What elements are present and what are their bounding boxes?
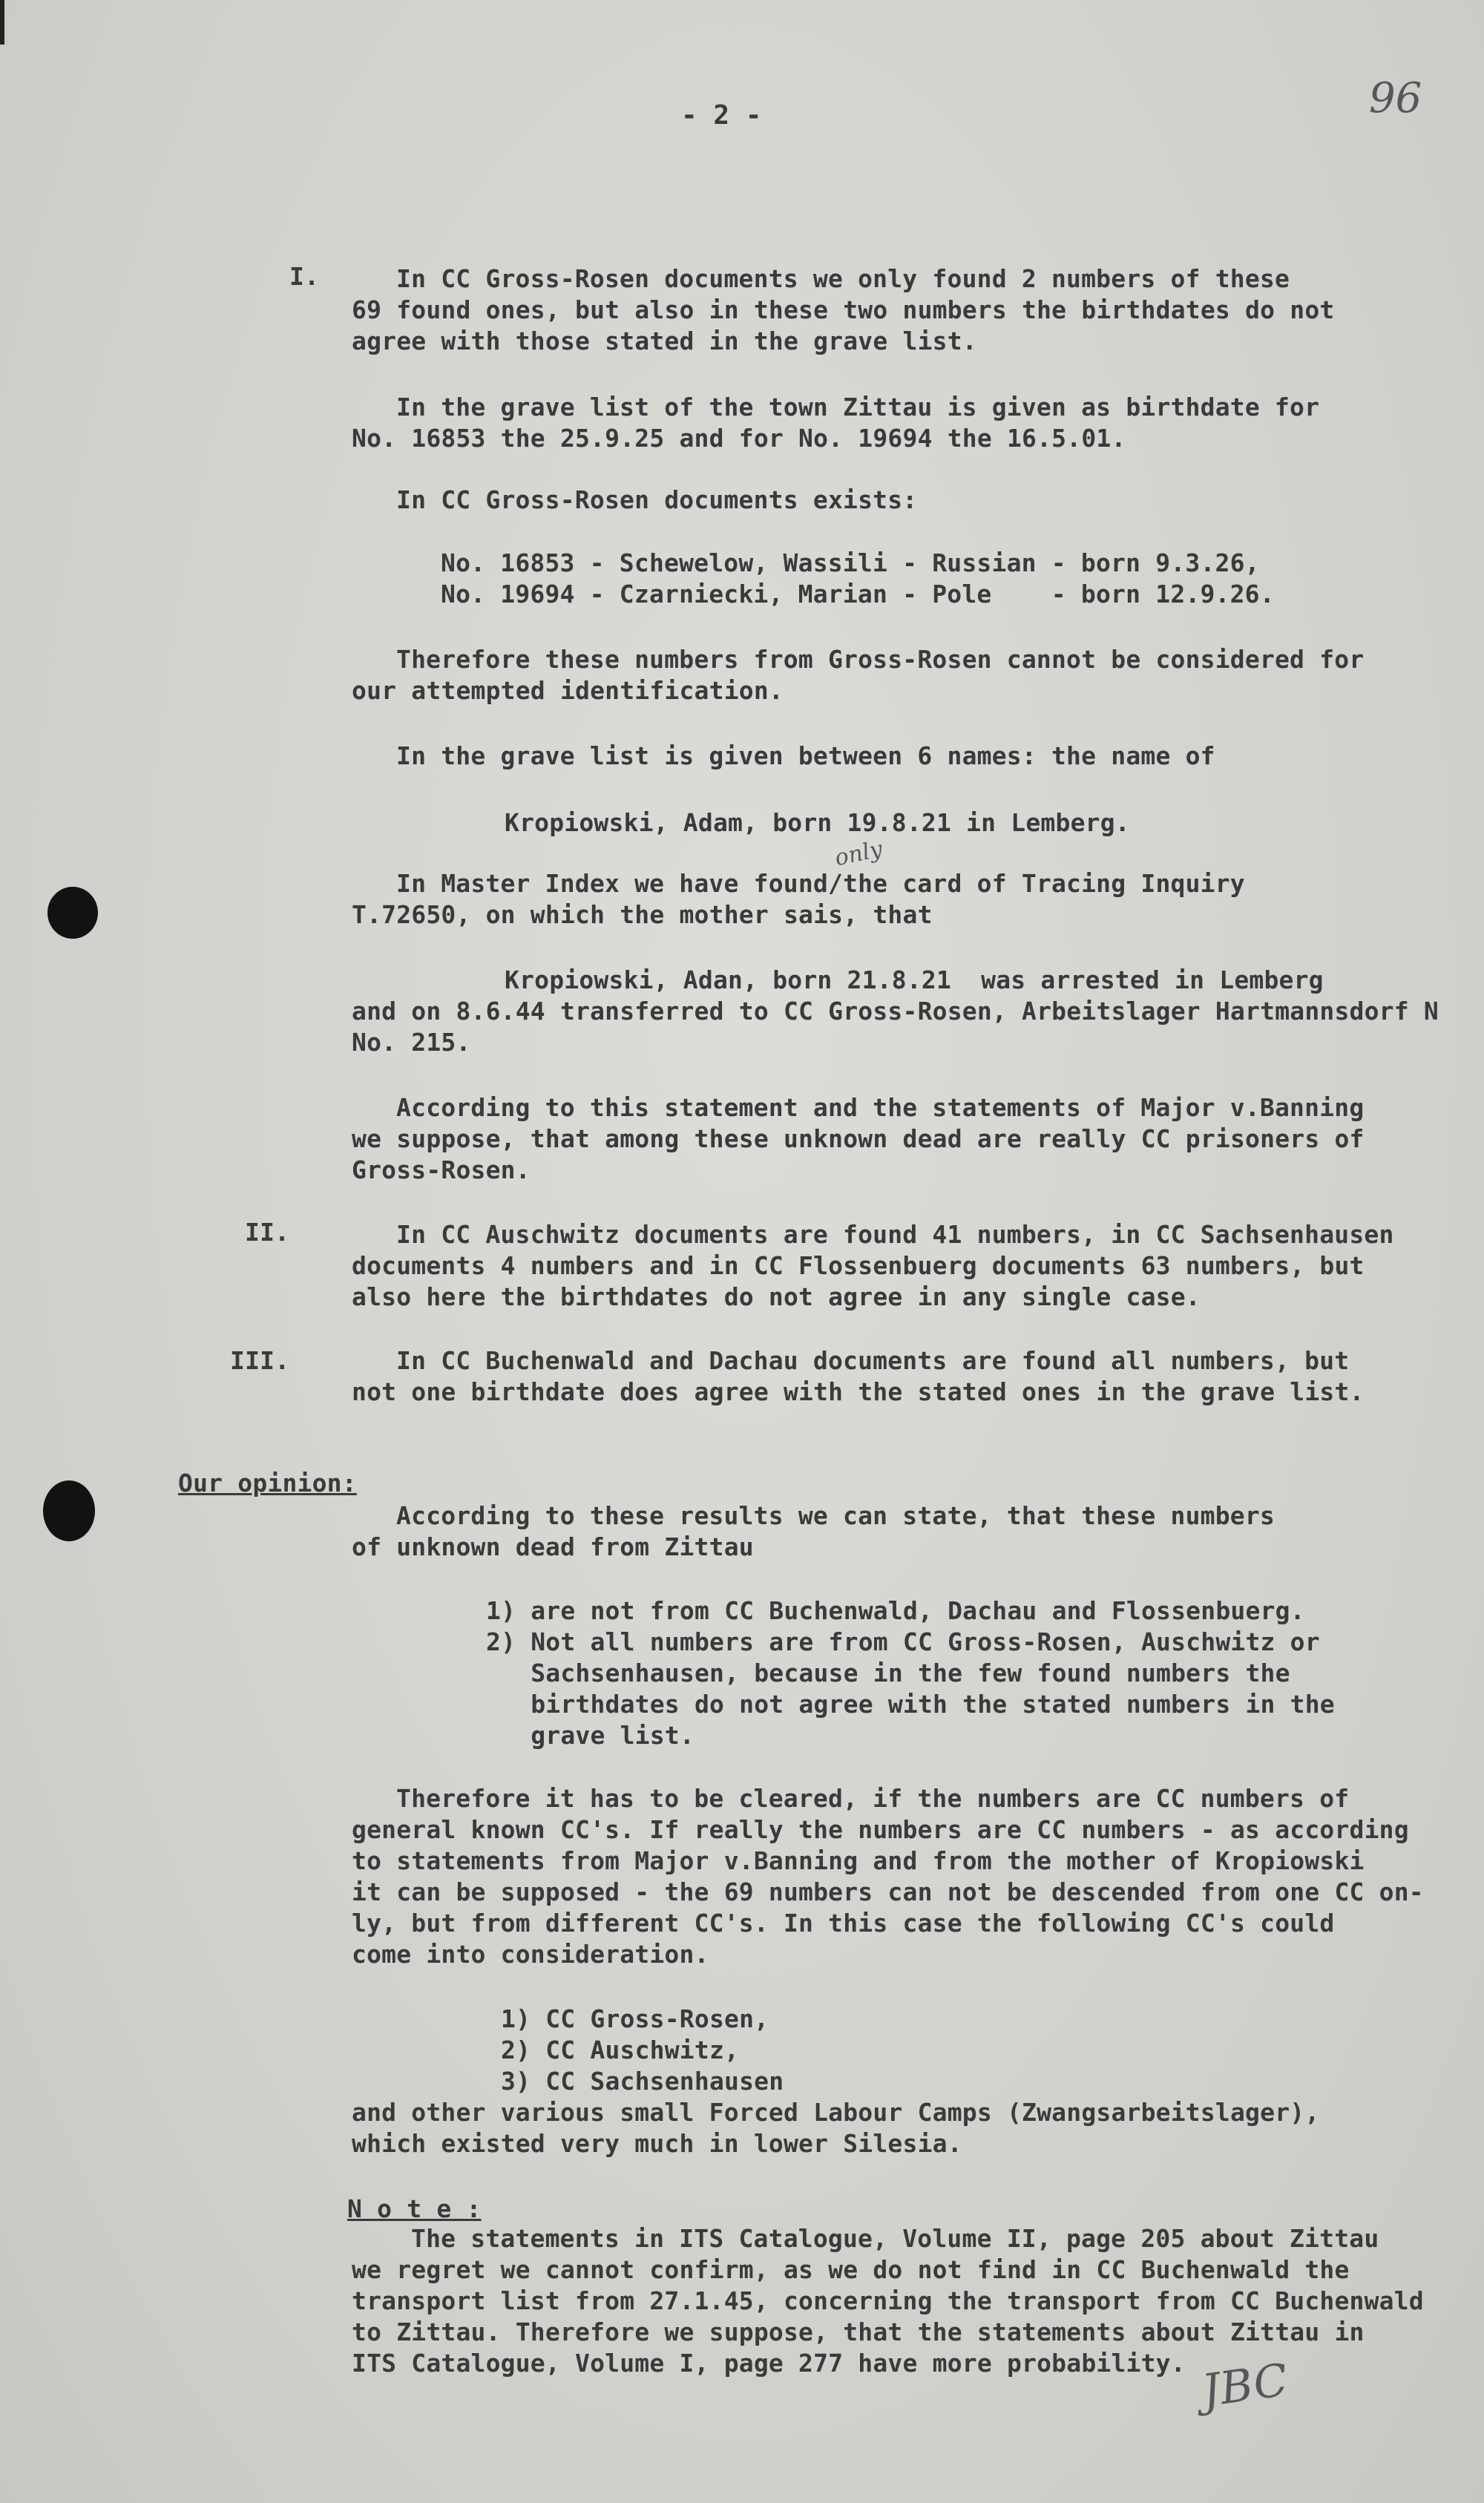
section-II-line: also here the birthdates do not agree in any single case.	[352, 1282, 1201, 1311]
note-line: to Zittau. Therefore we suppose, that the statements about Zittau in	[352, 2317, 1365, 2346]
handwritten-only-annotation: only	[832, 836, 885, 872]
opinion-point: 1) are not from CC Buchenwald, Dachau and Flossenbuerg.	[486, 1596, 1305, 1625]
exists-line: In CC Gross-Rosen documents exists:	[396, 485, 918, 514]
opinion-heading: Our opinion:	[178, 1469, 357, 1497]
opinion-point: grave list.	[486, 1721, 695, 1750]
section-II-line: In CC Auschwitz documents are found 41 numbers, in CC Sachsenhausen	[396, 1220, 1394, 1249]
kropiowski-line: Kropiowski, Adam, born 19.8.21 in Lemberg.	[505, 808, 1130, 837]
cleared-line: come into consideration.	[352, 1940, 709, 1969]
cleared-line: to statements from Major v.Banning and from the mother of Kropiowski	[352, 1846, 1365, 1875]
note-line: The statements in ITS Catalogue, Volume II, page 205 about Zittau	[411, 2224, 1379, 2253]
section-II-line: documents 4 numbers and in CC Flossenbuerg documents 63 numbers, but	[352, 1251, 1365, 1280]
cleared-line: general known CC's. If really the numbers are CC numbers - as according	[352, 1815, 1409, 1844]
names-line: In the grave list is given between 6 names: the name of	[396, 741, 1215, 770]
record-line: No. 19694 - Czarniecki, Marian - Pole - born 12.9.26.	[441, 580, 1275, 608]
punch-hole	[43, 1480, 95, 1541]
note-line: we regret we cannot confirm, as we do not find in CC Buchenwald the	[352, 2255, 1350, 2284]
opinion-intro-line: According to these results we can state, that these numbers	[396, 1501, 1275, 1530]
camps-line: and other various small Forced Labour Camps (Zwangsarbeitslager),	[352, 2098, 1320, 2127]
cc-list-item: 3) CC Sachsenhausen	[501, 2067, 784, 2096]
punch-hole	[47, 887, 98, 939]
camps-line: which existed very much in lower Silesia.	[352, 2129, 962, 2158]
section-III-line: In CC Buchenwald and Dachau documents are found all numbers, but	[396, 1346, 1350, 1375]
cleared-line: ly, but from different CC's. In this case the following CC's could	[352, 1909, 1335, 1938]
note-line: transport list from 27.1.45, concerning the transport from CC Buchenwald	[352, 2286, 1424, 2315]
section-I-numeral: I.	[289, 262, 320, 291]
statement-line: we suppose, that among these unknown dead are really CC prisoners of	[352, 1124, 1365, 1153]
note-line: ITS Catalogue, Volume I, page 277 have more probability.	[352, 2349, 1186, 2378]
section-I-line: 69 found ones, but also in these two numbers the birthdates do not	[352, 295, 1335, 324]
section-I-line: In CC Gross-Rosen documents we only found 2 numbers of these	[396, 264, 1290, 293]
therefore-line: Therefore these numbers from Gross-Rosen cannot be considered for	[396, 645, 1365, 674]
page-edge-mark	[0, 0, 4, 45]
opinion-intro-line: of unknown dead from Zittau	[352, 1532, 754, 1561]
cc-list-item: 1) CC Gross-Rosen,	[501, 2004, 769, 2033]
section-III-line: not one birthdate does agree with the stated ones in the grave list.	[352, 1377, 1365, 1406]
opinion-point: 2) Not all numbers are from CC Gross-Rosen, Auschwitz or	[486, 1627, 1320, 1656]
statement-line: Gross-Rosen.	[352, 1155, 531, 1184]
handwritten-initials: JBC	[1198, 2354, 1292, 2418]
cleared-line: Therefore it has to be cleared, if the numbers are CC numbers of	[396, 1784, 1350, 1813]
arrest-line: and on 8.6.44 transferred to CC Gross-Rosen, Arbeitslager Hartmannsdorf N	[352, 997, 1439, 1026]
grave-list-line: In the grave list of the town Zittau is given as birthdate for	[396, 393, 1320, 421]
folio-number: 96	[1369, 74, 1422, 122]
master-index-line: T.72650, on which the mother sais, that	[352, 900, 933, 929]
section-III-numeral: III.	[230, 1346, 290, 1375]
section-II-numeral: II.	[245, 1218, 290, 1247]
record-line: No. 16853 - Schewelow, Wassili - Russian - born 9.3.26,	[441, 548, 1260, 577]
note-heading: N o t e :	[347, 2194, 482, 2223]
arrest-line: No. 215.	[352, 1028, 471, 1057]
section-I-line: agree with those stated in the grave list.	[352, 327, 977, 355]
page-number: - 2 -	[681, 100, 762, 131]
opinion-point: Sachsenhausen, because in the few found numbers the	[486, 1659, 1290, 1687]
master-index-line: In Master Index we have found/the card of Tracing Inquiry	[396, 869, 1245, 898]
arrest-line: Kropiowski, Adan, born 21.8.21 was arrested in Lemberg	[505, 965, 1324, 994]
opinion-point: birthdates do not agree with the stated numbers in the	[486, 1690, 1335, 1719]
therefore-line: our attempted identification.	[352, 676, 784, 705]
cleared-line: it can be supposed - the 69 numbers can not be descended from one CC on-	[352, 1877, 1424, 1906]
statement-line: According to this statement and the statements of Major v.Banning	[396, 1093, 1365, 1122]
cc-list-item: 2) CC Auschwitz,	[501, 2035, 740, 2064]
grave-list-line: No. 16853 the 25.9.25 and for No. 19694 the 16.5.01.	[352, 424, 1126, 453]
